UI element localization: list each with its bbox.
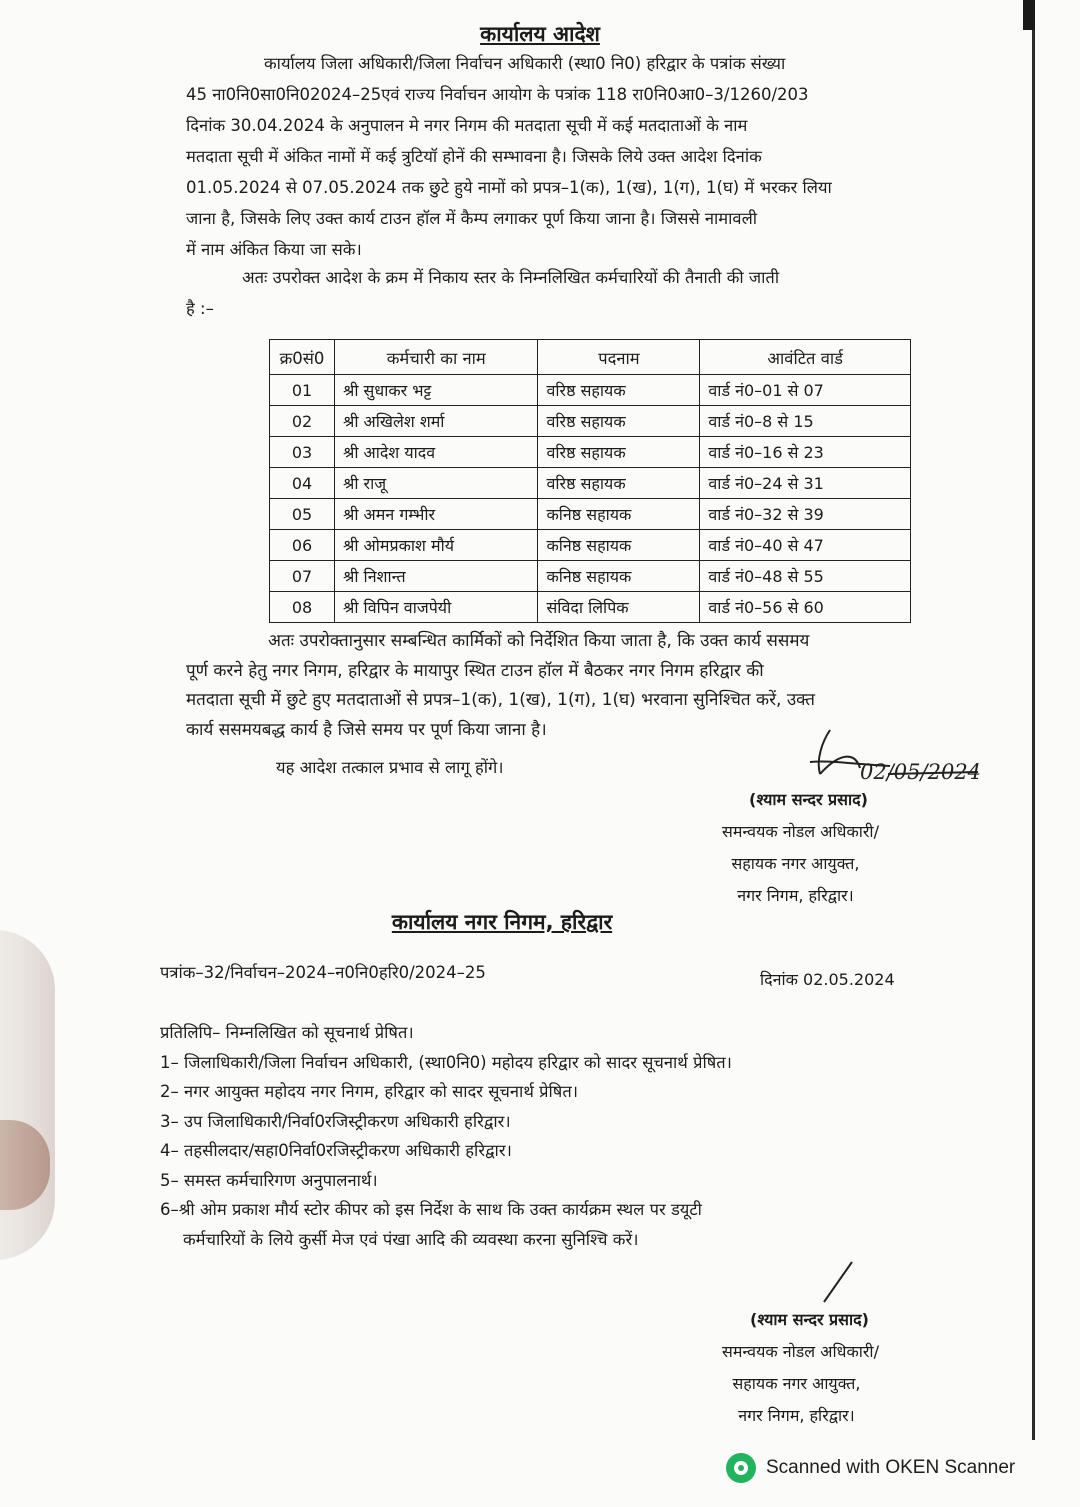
table-row bbox=[270, 437, 911, 468]
order-title: कार्यालय आदेश bbox=[480, 22, 600, 46]
list-item: 2– नगर आयुक्त महोदय नगर निगम, हरिद्वार को सादर सूचनार्थ प्रेषित। bbox=[160, 1082, 578, 1101]
signatory-designation: समन्वयक नोडल अधिकारी/ bbox=[722, 1342, 879, 1361]
intro-line: में नाम अंकित किया जा सके। bbox=[186, 240, 362, 259]
intro-line: जाना है, जिसके लिए उक्त कार्य टाउन हॉल में कैम्प लगाकर पूर्ण किया जाना है। जिससे नामावली bbox=[186, 209, 758, 228]
table-header-row bbox=[270, 340, 911, 375]
intro-line: दिनांक 30.04.2024 के अनुपालन मे नगर निगम की मतदाता सूची में कई मतदाताओं के नाम bbox=[186, 116, 748, 135]
list-item: 5– समस्त कर्मचारिगण अनुपालनार्थ। bbox=[160, 1170, 378, 1190]
finger-shadow bbox=[0, 930, 55, 1260]
intro-line: कार्यालय जिला अधिकारी/जिला निर्वाचन अधिकारी (स्था0 नि0) हरिद्वार के पत्रांक संख्या bbox=[264, 54, 786, 73]
column-header-name: कर्मचारी का नाम bbox=[335, 340, 538, 375]
effect-statement: यह आदेश तत्काल प्रभाव से लागू होंगे। bbox=[276, 758, 504, 777]
deployment-line: है :– bbox=[186, 299, 214, 318]
signatory-designation: सहायक नगर आयुक्त, bbox=[731, 854, 860, 873]
copy-distribution-list bbox=[160, 1018, 732, 1254]
direction-line: अतः उपरोक्तानुसार सम्बन्धित कार्मिकों को निर्देशित किया जाता है, कि उक्त कार्य ससमय bbox=[268, 631, 810, 651]
cell-name: श्री ओमप्रकाश मौर्य bbox=[335, 530, 538, 561]
scanner-watermark-text: Scanned with OKEN Scanner bbox=[766, 1457, 1016, 1478]
cell-name: श्री विपिन वाजपेयी bbox=[335, 592, 538, 623]
cell-designation: कनिष्ठ सहायक bbox=[538, 530, 700, 561]
cell-serial: 08 bbox=[270, 592, 335, 623]
list-item: 6–श्री ओम प्रकाश मौर्य स्टोर कीपर को इस निर्देश के साथ कि उक्त कार्यक्रम स्थल पर डयूटी bbox=[160, 1200, 702, 1219]
initial-signature-stroke bbox=[818, 1258, 858, 1308]
cell-ward: वार्ड नं0–16 से 23 bbox=[700, 437, 911, 468]
signatory-designation: सहायक नगर आयुक्त, bbox=[732, 1374, 861, 1393]
cell-designation: वरिष्ठ सहायक bbox=[538, 437, 700, 468]
direction-line: पूर्ण करने हेतु नगर निगम, हरिद्वार के मायापुर स्थित टाउन हॉल में बैठकर नगर निगम हरिद्वार की bbox=[186, 660, 764, 681]
table-row bbox=[270, 406, 911, 437]
cell-ward: वार्ड नं0–24 से 31 bbox=[700, 468, 911, 499]
cell-serial: 02 bbox=[270, 406, 335, 437]
scanner-watermark bbox=[726, 1452, 1015, 1484]
cell-designation: कनिष्ठ सहायक bbox=[538, 499, 700, 530]
list-item-continuation: कर्मचारियों के लिये कुर्सी मेज एवं पंखा आदि की व्यवस्था करना सुनिश्चि करें। bbox=[183, 1229, 639, 1249]
order-signatory-block bbox=[722, 784, 879, 912]
page-edge-line bbox=[1032, 0, 1035, 1440]
cell-designation: संविदा लिपिक bbox=[538, 592, 700, 623]
cell-designation: कनिष्ठ सहायक bbox=[538, 561, 700, 592]
intro-paragraph bbox=[186, 48, 946, 265]
list-item: 1– जिलाधिकारी/जिला निर्वाचन अधिकारी, (स्था0नि0) महोदय हरिद्वार को सादर सूचनार्थ प्रेषित। bbox=[160, 1052, 732, 1072]
cell-designation: वरिष्ठ सहायक bbox=[538, 406, 700, 437]
table-row bbox=[270, 530, 911, 561]
cell-ward: वार्ड नं0–48 से 55 bbox=[700, 561, 911, 592]
column-header-ward: आवंटित वार्ड bbox=[700, 340, 911, 375]
cell-designation: वरिष्ठ सहायक bbox=[538, 468, 700, 499]
cell-designation: वरिष्ठ सहायक bbox=[538, 375, 700, 406]
cell-ward: वार्ड नं0–01 से 07 bbox=[700, 375, 911, 406]
signatory-designation: नगर निगम, हरिद्वार। bbox=[737, 886, 854, 905]
list-item: 3– उप जिलाधिकारी/निर्वा0रजिस्ट्रीकरण अधिकारी हरिद्वार। bbox=[160, 1111, 511, 1131]
cell-serial: 06 bbox=[270, 530, 335, 561]
signatory-designation: समन्वयक नोडल अधिकारी/ bbox=[722, 822, 879, 841]
cell-serial: 05 bbox=[270, 499, 335, 530]
cell-name: श्री अमन गम्भीर bbox=[335, 499, 538, 530]
oken-scanner-logo-icon bbox=[726, 1453, 756, 1483]
letter-date: दिनांक 02.05.2024 bbox=[760, 970, 895, 989]
cell-ward: वार्ड नं0–8 से 15 bbox=[700, 406, 911, 437]
signatory-name: (श्याम सन्दर प्रसाद) bbox=[750, 1310, 869, 1329]
deployment-paragraph bbox=[186, 262, 946, 324]
cell-ward: वार्ड नं0–40 से 47 bbox=[700, 530, 911, 561]
table-row bbox=[270, 592, 911, 623]
column-header-designation: पदनाम bbox=[538, 340, 700, 375]
table-row bbox=[270, 468, 911, 499]
column-header-serial: क्र0सं0 bbox=[270, 340, 335, 375]
intro-line: मतदाता सूची में अंकित नामों में कई त्रुटियॉ होनें की सम्भावना है। जिसके लिये उक्त आदेश दिनांक bbox=[186, 147, 762, 166]
table-row bbox=[270, 375, 911, 406]
cell-ward: वार्ड नं0–32 से 39 bbox=[700, 499, 911, 530]
direction-line: कार्य ससमयबद्ध कार्य है जिसे समय पर पूर्ण किया जाना है। bbox=[186, 719, 547, 740]
endorsement-office-title: कार्यालय नगर निगम, हरिद्वार bbox=[391, 910, 613, 934]
cell-name: श्री निशान्त bbox=[335, 561, 538, 592]
endorsement-signatory-block bbox=[722, 1304, 879, 1432]
cell-serial: 04 bbox=[270, 468, 335, 499]
signature-date: 02/05/2024 bbox=[860, 760, 982, 784]
signatory-designation: नगर निगम, हरिद्वार। bbox=[738, 1406, 855, 1425]
staff-allocation-table bbox=[269, 339, 911, 623]
table-row bbox=[270, 561, 911, 592]
letter-reference: पत्रांक–32/निर्वाचन–2024–न0नि0हरि0/2024–25 bbox=[160, 963, 486, 982]
cell-name: श्री राजू bbox=[335, 468, 538, 499]
list-item: 4– तहसीलदार/सहा0निर्वा0रजिस्ट्रीकरण अधिकारी हरिद्वार। bbox=[160, 1141, 512, 1160]
cell-serial: 03 bbox=[270, 437, 335, 468]
cell-serial: 07 bbox=[270, 561, 335, 592]
cell-name: श्री आदेश यादव bbox=[335, 437, 538, 468]
intro-line: 01.05.2024 से 07.05.2024 तक छुटे हुये नामों को प्रपत्र–1(क), 1(ख), 1(ग), 1(घ) में भरकर लिया bbox=[186, 178, 832, 197]
deployment-line: अतः उपरोक्त आदेश के क्रम में निकाय स्तर के निम्नलिखित कर्मचारियों की तैनाती की जाती bbox=[242, 268, 780, 287]
cell-name: श्री सुधाकर भट्ट bbox=[335, 375, 538, 406]
direction-line: मतदाता सूची में छुटे हुए मतदाताओं से प्रपत्र–1(क), 1(ख), 1(ग), 1(घ) भरवाना सुनिश्चित करें, उक्त bbox=[186, 690, 815, 710]
signatory-name: (श्याम सन्दर प्रसाद) bbox=[749, 790, 868, 809]
cell-ward: वार्ड नं0–56 से 60 bbox=[700, 592, 911, 623]
cell-name: श्री अखिलेश शर्मा bbox=[335, 406, 538, 437]
cell-serial: 01 bbox=[270, 375, 335, 406]
table-row bbox=[270, 499, 911, 530]
copy-heading: प्रतिलिपि– निम्नलिखित को सूचनार्थ प्रेषित। bbox=[160, 1023, 414, 1042]
intro-line: 45 ना0नि0सा0नि02024–25एवं राज्य निर्वाचन आयोग के पत्रांक 118 रा0नि0आ0–3/1260/203 bbox=[186, 85, 809, 104]
